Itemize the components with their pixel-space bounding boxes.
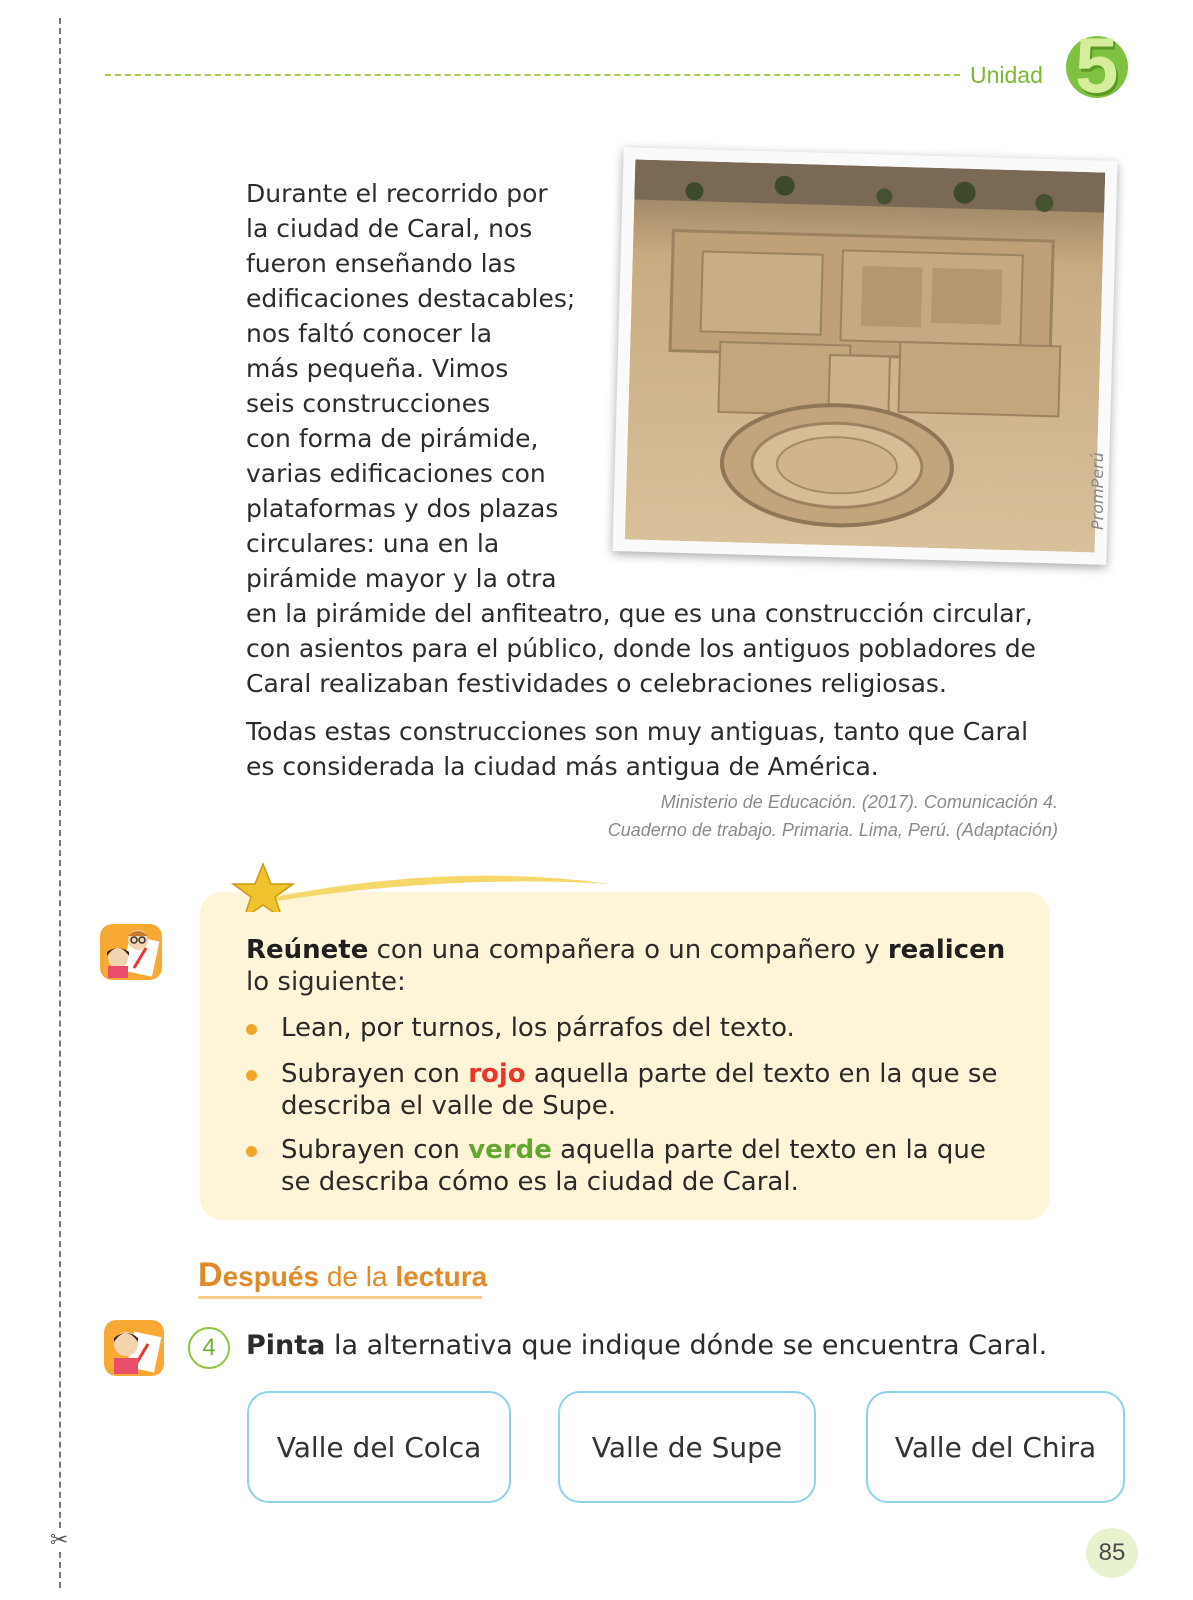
task-intro-line-1 <box>246 934 1026 966</box>
task-bullet-1 <box>246 1012 1026 1044</box>
star-swoosh-decoration <box>230 862 630 912</box>
text-line: con asientos para el público, donde los antiguos pobladores de <box>246 634 1036 663</box>
bullet-text <box>281 1058 1026 1090</box>
color-word-green: verde <box>468 1135 552 1165</box>
task-intro-middle: con una compañera o un compañero y <box>368 935 888 965</box>
bullet-line-2: se describa cómo es la ciudad de Caral. <box>281 1167 799 1197</box>
text-line: varias edificaciones con <box>246 459 546 488</box>
reading-paragraph-2 <box>246 714 1066 784</box>
bullet-pre: Subrayen con <box>281 1059 469 1089</box>
question-text <box>246 1330 1047 1361</box>
individual-work-icon <box>104 1320 164 1376</box>
photo-credit: PromPerú <box>1088 452 1107 530</box>
option-valle-de-supe[interactable]: Valle de Supe <box>558 1391 816 1503</box>
text-line: plataformas y dos plazas <box>246 494 559 523</box>
task-bullet-3 <box>246 1134 1026 1198</box>
title-mid: de la <box>319 1261 396 1292</box>
question-number: 4 <box>188 1327 230 1369</box>
task-bullet-2 <box>246 1058 1026 1122</box>
bullet-post: aquella parte del texto en la que se <box>525 1059 998 1089</box>
star-icon <box>233 864 293 912</box>
caral-aerial-image <box>625 160 1105 553</box>
section-underline <box>198 1296 482 1299</box>
task-intro-line-2: lo siguiente: <box>246 967 406 997</box>
title-first-letter: D <box>198 1256 223 1294</box>
bullet-post: aquella parte del texto en la que <box>551 1135 986 1165</box>
bullet-dot <box>246 1024 257 1035</box>
pair-work-icon <box>100 924 162 980</box>
question-bold-pinta: Pinta <box>246 1330 326 1361</box>
bullet-line-2: describa el valle de Supe. <box>281 1091 616 1121</box>
scissors-icon: ✂ <box>50 1528 69 1553</box>
text-line: más pequeña. Vimos <box>246 354 509 383</box>
text-line: en la pirámide del anfiteatro, que es una construcción circular, <box>246 599 1033 628</box>
text-line: pirámide mayor y la otra <box>246 564 557 593</box>
text-line: fueron enseñando las <box>246 249 516 278</box>
text-line: Durante el recorrido por <box>246 179 548 208</box>
bullet-text: Lean, por turnos, los párrafos del texto. <box>281 1013 795 1043</box>
unit-label: Unidad <box>970 62 1043 88</box>
text-line: seis construcciones <box>246 389 491 418</box>
color-word-red: rojo <box>468 1059 526 1089</box>
citation-line-2: Cuaderno de trabajo. Primaria. Lima, Perú. (Adaptación) <box>607 820 1058 840</box>
page-number: 85 <box>1086 1528 1138 1578</box>
citation-line-1: Ministerio de Educación. (2017). Comunicación 4. <box>660 792 1058 812</box>
task-bold-reunete: Reúnete <box>246 935 369 965</box>
text-line: la ciudad de Caral, nos <box>246 214 533 243</box>
title-word-despues: espués <box>222 1261 320 1292</box>
text-line: Caral realizaban festividades o celebraciones religiosas. <box>246 669 947 698</box>
title-word-lectura: lectura <box>395 1261 488 1292</box>
bullet-dot <box>246 1070 257 1081</box>
bullet-pre: Subrayen con <box>281 1135 469 1165</box>
bullet-dot <box>246 1146 257 1157</box>
text-line: edificaciones destacables; <box>246 284 576 313</box>
option-valle-del-chira[interactable]: Valle del Chira <box>866 1391 1125 1503</box>
text-line: nos faltó conocer la <box>246 319 493 348</box>
text-line: circulares: una en la <box>246 529 500 558</box>
task-intro <box>246 934 1026 998</box>
text-line: con forma de pirámide, <box>246 424 539 453</box>
unit-number: 5 <box>1075 21 1119 109</box>
bullet-text <box>281 1134 1026 1166</box>
option-valle-del-colca[interactable]: Valle del Colca <box>247 1391 511 1503</box>
header-dash-line <box>105 74 960 76</box>
text-line: es considerada la ciudad más antigua de América. <box>246 752 879 781</box>
cut-line <box>59 18 61 1588</box>
after-reading-title <box>198 1256 487 1295</box>
task-bold-realicen: realicen <box>887 935 1006 965</box>
caral-photo <box>612 147 1117 565</box>
question-rest: la alternativa que indique dónde se encuentra Caral. <box>325 1330 1048 1361</box>
text-line: Todas estas construcciones son muy antiguas, tanto que Caral <box>246 717 1029 746</box>
